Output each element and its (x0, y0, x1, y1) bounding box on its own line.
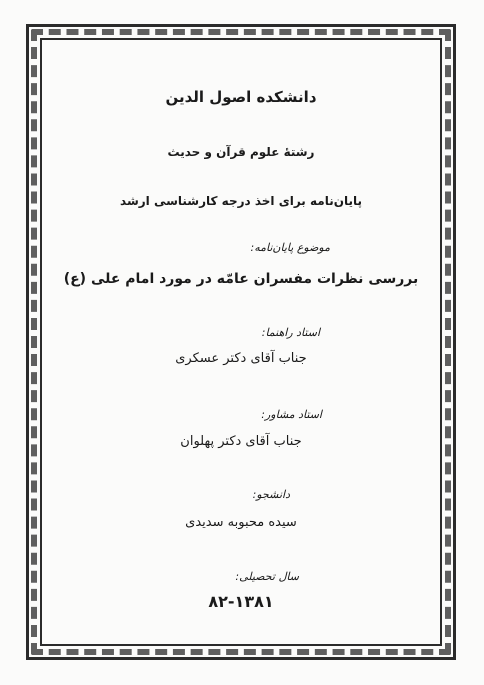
degree-statement: پایان‌نامه برای اخذ درجه کارشناسی ارشد (120, 194, 362, 208)
student-name: سیده محبوبه سدیدی (185, 515, 297, 530)
academic-year-label: سال تحصیلی: (235, 570, 299, 583)
advisor-label: استاد راهنما: (261, 326, 320, 339)
academic-year: ۸۲-۱۳۸۱ (208, 592, 274, 611)
faculty-name: دانشکده اصول الدین (165, 88, 317, 106)
thesis-subject: بررسی نظرات مفسران عامّه در مورد امام علی (ع) (63, 271, 419, 287)
student-label: دانشجو: (252, 488, 290, 501)
consultant-name: جناب آقای دکتر پهلوان (180, 434, 302, 449)
title-page-content (50, 48, 432, 638)
subject-label: موضوع پایان‌نامه: (250, 241, 330, 254)
consultant-label: استاد مشاور: (261, 408, 322, 421)
field-of-study: رشتهٔ علوم قرآن و حدیث (167, 145, 315, 159)
advisor-name: جناب آقای دکتر عسکری (175, 351, 307, 366)
